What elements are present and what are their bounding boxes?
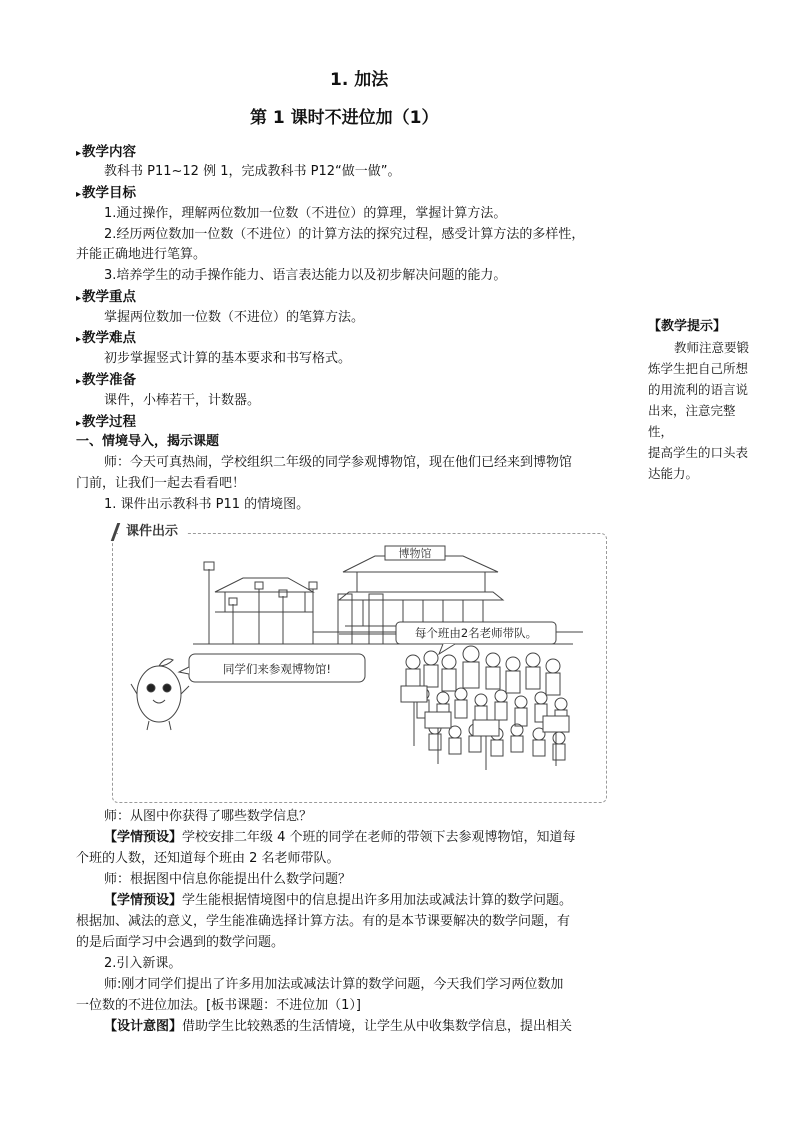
question-1: 师：从图中你获得了哪些数学信息？ [104, 809, 313, 824]
preset-1-tag: 【学情预设】 [104, 830, 183, 845]
prep-text: 课件，小棒若干，计数器。 [104, 393, 261, 408]
preset-1-text: 学校安排二年级 4 个班的同学在老师的带领下去参观博物馆，知道每 [182, 830, 576, 845]
goal-1: 1.通过操作，理解两位数加一位数（不进位）的算理，掌握计算方法。 [104, 206, 507, 221]
teaching-tip-line: 炼学生把自己所想 [648, 361, 749, 376]
goal-3: 3.培养学生的动手操作能力、语言表达能力以及初步解决问题的能力。 [104, 268, 507, 283]
design-intent-tag: 【设计意图】 [104, 1019, 183, 1034]
teaching-tip-line: 提高学生的口头表 [648, 445, 749, 460]
process-p1b: 门前，让我们一起去看看吧！ [76, 476, 246, 491]
teaching-tip-line: 的用流利的语言说 [648, 382, 749, 397]
preset-2-line-c: 的是后面学习中会遇到的数学问题。 [76, 935, 285, 950]
teaching-tip [648, 316, 760, 484]
difficulty-text: 初步掌握竖式计算的基本要求和书写格式。 [104, 351, 352, 366]
design-intent-text: 借助学生比较熟悉的生活情境，让学生从中收集数学信息，提出相关 [182, 1019, 573, 1034]
museum-sign-text: 博物馆 [398, 547, 432, 560]
goal-2b: 并能正确地进行笔算。 [76, 247, 207, 262]
lesson-subtitle: 第 1 课时不进位加（1） [250, 108, 439, 128]
preset-2-line-a [104, 891, 572, 911]
intro-line-b: 一位数的不进位加法。[板书课题：不进位加（1）] [76, 998, 361, 1013]
preset-2-tag: 【学情预设】 [104, 893, 183, 908]
teacher-bubble-text: 每个班由2名老师带队。 [414, 626, 538, 640]
preset-1-line-b: 个班的人数，还知道每个班由 2 名老师带队。 [76, 851, 340, 866]
lesson-title: 1. 加法 [330, 70, 389, 90]
preset-1-line-a [104, 828, 576, 848]
section-content-heading: ▸ 教学内容 [76, 142, 136, 164]
design-intent-line [104, 1017, 572, 1037]
part1-heading: 一、情境导入，揭示课题 [76, 434, 220, 449]
section-prep-heading: ▸ 教学准备 [76, 370, 136, 392]
question-2: 师：根据图中信息你能提出什么数学问题？ [104, 872, 352, 887]
key-text: 掌握两位数加一位数（不进位）的笔算方法。 [104, 310, 365, 325]
mascot-bubble-text: 同学们来参观博物馆! [222, 662, 332, 676]
teaching-tip-line: 出来，注意完整性， [648, 403, 736, 439]
teaching-tip-title: 【教学提示】 [648, 319, 727, 334]
process-p2: 1. 课件出示教科书 P11 的情境图。 [104, 497, 310, 512]
section-difficulty-heading: ▸ 教学难点 [76, 328, 136, 350]
teaching-tip-line: 达能力。 [648, 466, 699, 481]
teaching-tip-line: 教师注意要锻 [674, 340, 750, 355]
intro-heading: 2.引入新课。 [104, 956, 182, 971]
intro-line-a: 师:刚才同学们提出了许多用加法或减法计算的数学问题，今天我们学习两位数加 [104, 977, 564, 992]
goal-2a: 2.经历两位数加一位数（不进位）的计算方法的探究过程，感受计算方法的多样性， [104, 227, 585, 242]
preset-2-line-b: 根据加、减法的意义，学生能准确选择计算方法。有的是本节课要解决的数学问题，有 [76, 914, 571, 929]
section-key-heading: ▸ 教学重点 [76, 287, 136, 309]
museum-scene-illustration [113, 534, 605, 800]
content-text: 教科书 P11~12 例 1，完成教科书 P12“做一做”。 [104, 164, 401, 179]
section-process-heading: ▸ 教学过程 [76, 412, 136, 434]
preset-2-text: 学生能根据情境图中的信息提出许多用加法或减法计算的数学问题。 [182, 893, 573, 908]
process-p1a: 师：今天可真热闹，学校组织二年级的同学参观博物馆，现在他们已经来到博物馆 [104, 455, 573, 470]
section-goals-heading: ▸ 教学目标 [76, 183, 136, 205]
courseware-label: 课件出示 [118, 521, 186, 543]
